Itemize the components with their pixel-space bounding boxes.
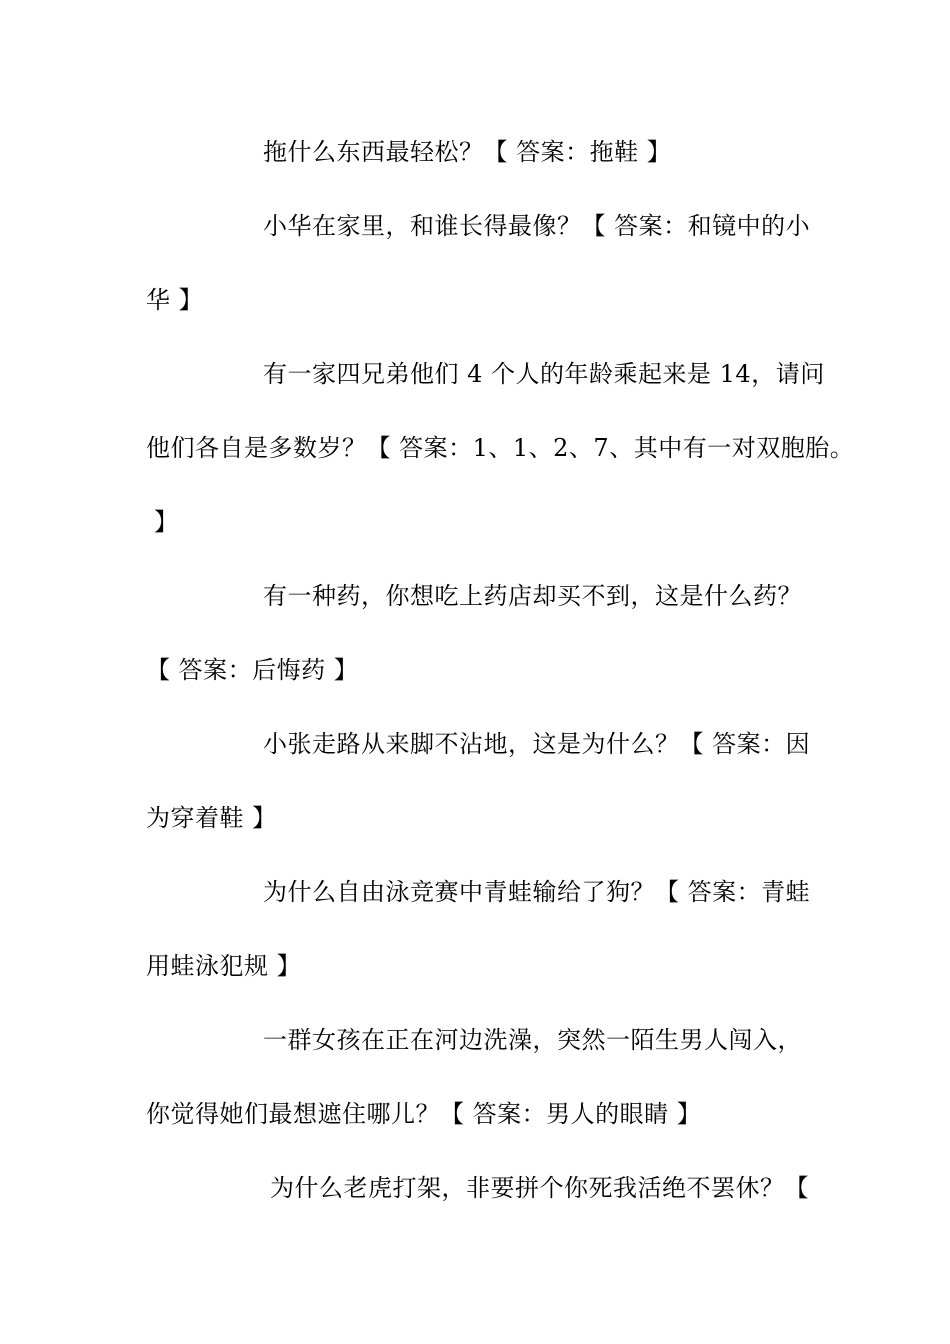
riddle-4-line-2: 【 答案：后悔药 】 [146, 656, 359, 684]
riddle-3-line-2: 他们各自是多数岁？【 答案：1、1、2、7、其中有一对双胞胎。 [146, 434, 855, 462]
riddle-6-line-2: 用蛙泳犯规 】 [146, 952, 302, 980]
riddle-2-line-2: 华 】 [146, 286, 204, 314]
riddle-5-line-1: 小张走路从来脚不沾地，这是为什么？【 答案：因 [263, 730, 811, 758]
riddle-3-line-1: 有一家四兄弟他们 4 个人的年龄乘起来是 14，请问 [263, 360, 825, 388]
riddle-1-line: 拖什么东西最轻松？【 答案：拖鞋 】 [263, 138, 672, 166]
riddle-7-line-1: 一群女孩在正在河边洗澡，突然一陌生男人闯入， [263, 1026, 802, 1054]
riddle-8-line-1: 为什么老虎打架，非要拼个你死我活绝不罢休？【 [270, 1174, 809, 1202]
riddle-5-line-2: 为穿着鞋 】 [146, 804, 277, 832]
riddle-4-line-1: 有一种药，你想吃上药店却买不到，这是什么药？ [263, 582, 802, 610]
riddle-3-line-3: 】 [154, 508, 179, 536]
riddle-6-line-1: 为什么自由泳竞赛中青蛙输给了狗？【 答案：青蛙 [263, 878, 811, 906]
riddle-2-line-1: 小华在家里，和谁长得最像？【 答案：和镜中的小 [263, 212, 811, 240]
riddle-7-line-2: 你觉得她们最想遮住哪儿？【 答案：男人的眼睛 】 [146, 1100, 702, 1128]
